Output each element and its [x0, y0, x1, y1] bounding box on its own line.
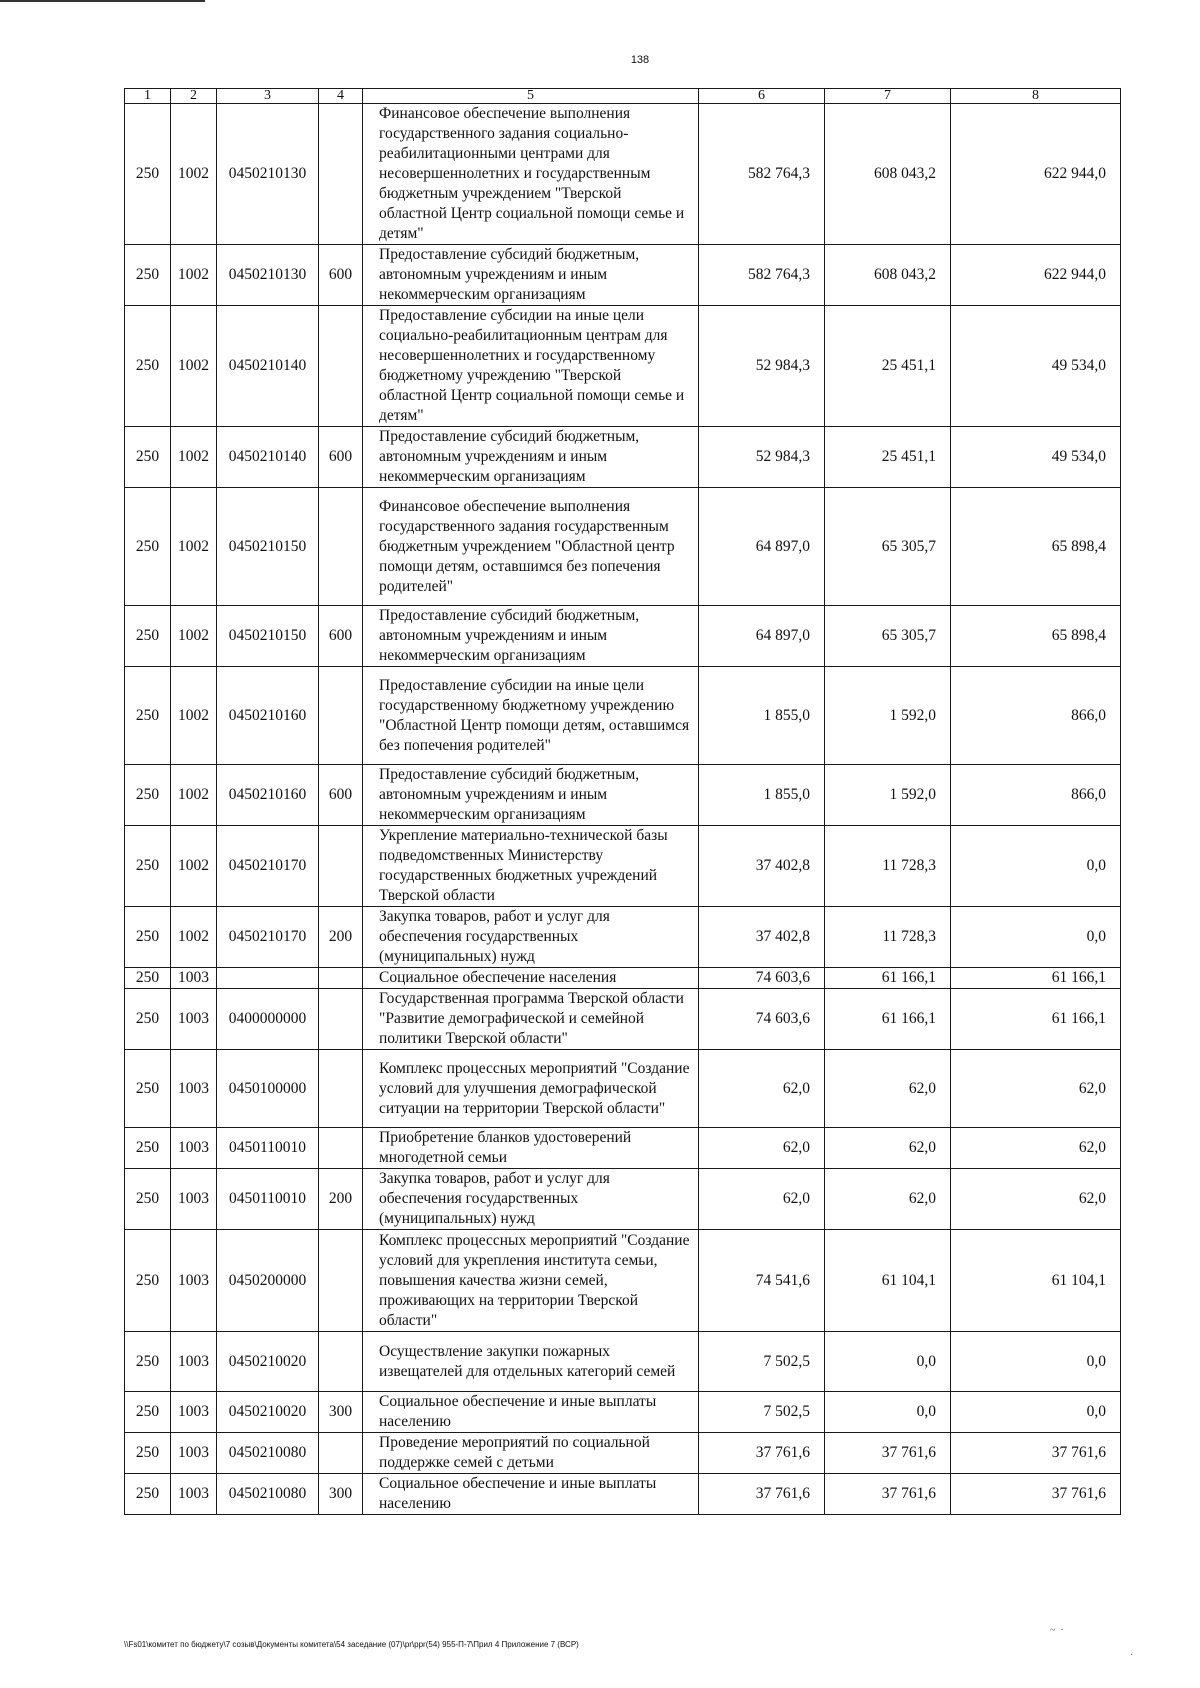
cell-col3: [217, 968, 319, 989]
cell-description: Осуществление закупки пожарных извещателей для отдельных категорий семей: [363, 1332, 699, 1392]
cell-description: Закупка товаров, работ и услуг для обеспечения государственных (муниципальных) нужд: [363, 1169, 699, 1230]
cell-col3: 0450210160: [217, 667, 319, 765]
cell-col1: 250: [125, 306, 171, 427]
table-row: [125, 1392, 1121, 1433]
cell-col2: 1002: [171, 606, 217, 667]
cell-amount-col8: 62,0: [951, 1169, 1121, 1230]
scan-mark: ~ ·: [1050, 1625, 1064, 1636]
cell-col2: 1002: [171, 104, 217, 245]
cell-amount-col7: 65 305,7: [825, 488, 951, 606]
cell-col3: 0450210080: [217, 1474, 319, 1515]
cell-amount-col6: 62,0: [699, 1050, 825, 1128]
cell-amount-col8: 61 166,1: [951, 968, 1121, 989]
cell-description: Проведение мероприятий по социальной поддержке семей с детьми: [363, 1433, 699, 1474]
cell-amount-col6: 52 984,3: [699, 427, 825, 488]
table-row: [125, 1050, 1121, 1128]
cell-description: Комплекс процессных мероприятий "Создание условий для улучшения демографической ситуации на территории Тверской области": [363, 1050, 699, 1128]
cell-amount-col8: 62,0: [951, 1050, 1121, 1128]
table-body: [125, 104, 1121, 1515]
cell-amount-col6: 62,0: [699, 1128, 825, 1169]
cell-amount-col7: 0,0: [825, 1332, 951, 1392]
table-row: [125, 968, 1121, 989]
cell-description: Финансовое обеспечение выполнения государственного задания социально-реабилитационными центрами для несовершеннолетних и государственным бюджетным учреждением "Тверской областной Центр социальной помощи семье и детям": [363, 104, 699, 245]
cell-amount-col7: 1 592,0: [825, 765, 951, 826]
cell-amount-col6: 74 603,6: [699, 968, 825, 989]
cell-col3: 0450210140: [217, 427, 319, 488]
cell-amount-col7: 37 761,6: [825, 1433, 951, 1474]
table-row: [125, 1169, 1121, 1230]
cell-amount-col7: 11 728,3: [825, 826, 951, 907]
cell-col1: 250: [125, 968, 171, 989]
cell-col1: 250: [125, 1392, 171, 1433]
cell-amount-col6: 37 761,6: [699, 1474, 825, 1515]
cell-description: Предоставление субсидий бюджетным, автономным учреждениям и иным некоммерческим организациям: [363, 245, 699, 306]
scan-mark: ·: [1130, 1650, 1134, 1661]
table-row: [125, 306, 1121, 427]
cell-col4: 200: [319, 907, 363, 968]
budget-table: [124, 88, 1121, 1515]
cell-col2: 1002: [171, 765, 217, 826]
cell-amount-col6: 74 541,6: [699, 1230, 825, 1332]
cell-description: Комплекс процессных мероприятий "Создание условий для укрепления института семьи, повышения качества жизни семей, проживающих на территории Тверской области": [363, 1230, 699, 1332]
cell-amount-col8: 37 761,6: [951, 1474, 1121, 1515]
cell-col4: [319, 989, 363, 1050]
table-row: [125, 826, 1121, 907]
cell-amount-col6: 7 502,5: [699, 1392, 825, 1433]
cell-amount-col7: 11 728,3: [825, 907, 951, 968]
cell-description: Предоставление субсидии на иные цели социально-реабилитационным центрам для несовершеннолетних и государственному бюджетному учреждению "Тверской областной Центр социальной помощи семье и детям": [363, 306, 699, 427]
cell-col3: 0450210020: [217, 1392, 319, 1433]
cell-col3: 0450210150: [217, 606, 319, 667]
table-row: [125, 765, 1121, 826]
column-number: 3: [217, 89, 319, 104]
column-number-row: [125, 89, 1121, 104]
cell-col4: [319, 1230, 363, 1332]
cell-col1: 250: [125, 1128, 171, 1169]
table-row: [125, 488, 1121, 606]
cell-col2: 1002: [171, 488, 217, 606]
cell-amount-col7: 61 104,1: [825, 1230, 951, 1332]
cell-col2: 1003: [171, 1392, 217, 1433]
cell-col2: 1002: [171, 907, 217, 968]
table-row: [125, 1474, 1121, 1515]
cell-amount-col8: 622 944,0: [951, 104, 1121, 245]
cell-amount-col8: 0,0: [951, 1392, 1121, 1433]
table-row: [125, 245, 1121, 306]
cell-col4: [319, 1433, 363, 1474]
table-row: [125, 606, 1121, 667]
column-number: 4: [319, 89, 363, 104]
table-row: [125, 1230, 1121, 1332]
cell-col3: 0450210160: [217, 765, 319, 826]
cell-col1: 250: [125, 1169, 171, 1230]
cell-amount-col8: 61 166,1: [951, 989, 1121, 1050]
cell-col1: 250: [125, 765, 171, 826]
cell-col1: 250: [125, 907, 171, 968]
table-row: [125, 667, 1121, 765]
cell-col1: 250: [125, 1332, 171, 1392]
cell-amount-col8: 65 898,4: [951, 606, 1121, 667]
cell-description: Социальное обеспечение и иные выплаты населению: [363, 1392, 699, 1433]
cell-description: Предоставление субсидии на иные цели государственному бюджетному учреждению "Областной Центр помощи детям, оставшимся без попечения родителей": [363, 667, 699, 765]
cell-col1: 250: [125, 488, 171, 606]
table-row: [125, 1128, 1121, 1169]
cell-col2: 1002: [171, 245, 217, 306]
table-row: [125, 104, 1121, 245]
cell-amount-col7: 61 166,1: [825, 989, 951, 1050]
cell-description: Предоставление субсидий бюджетным, автономным учреждениям и иным некоммерческим организациям: [363, 427, 699, 488]
cell-amount-col8: 0,0: [951, 907, 1121, 968]
cell-col3: 0450210150: [217, 488, 319, 606]
cell-amount-col8: 866,0: [951, 667, 1121, 765]
cell-col2: 1002: [171, 306, 217, 427]
cell-amount-col7: 25 451,1: [825, 306, 951, 427]
cell-col4: [319, 968, 363, 989]
cell-col3: 0400000000: [217, 989, 319, 1050]
cell-col3: 0450210170: [217, 826, 319, 907]
cell-col3: 0450210020: [217, 1332, 319, 1392]
column-number: 2: [171, 89, 217, 104]
cell-col2: 1003: [171, 1332, 217, 1392]
cell-amount-col8: 0,0: [951, 1332, 1121, 1392]
cell-amount-col8: 866,0: [951, 765, 1121, 826]
cell-col4: [319, 488, 363, 606]
cell-amount-col8: 49 534,0: [951, 306, 1121, 427]
table-row: [125, 1332, 1121, 1392]
cell-col2: 1003: [171, 989, 217, 1050]
cell-amount-col7: 608 043,2: [825, 104, 951, 245]
column-number: 8: [951, 89, 1121, 104]
cell-col4: 600: [319, 245, 363, 306]
cell-col3: 0450210130: [217, 104, 319, 245]
cell-description: Социальное обеспечение населения: [363, 968, 699, 989]
cell-col3: 0450110010: [217, 1128, 319, 1169]
cell-col1: 250: [125, 245, 171, 306]
cell-amount-col6: 37 402,8: [699, 826, 825, 907]
cell-amount-col7: 1 592,0: [825, 667, 951, 765]
cell-col4: [319, 1050, 363, 1128]
cell-col2: 1003: [171, 1474, 217, 1515]
cell-col3: 0450110010: [217, 1169, 319, 1230]
column-number: 5: [363, 89, 699, 104]
cell-col2: 1003: [171, 1050, 217, 1128]
page-number: 138: [630, 54, 650, 66]
cell-col3: 0450210080: [217, 1433, 319, 1474]
cell-col2: 1002: [171, 667, 217, 765]
cell-col3: 0450200000: [217, 1230, 319, 1332]
cell-amount-col7: 25 451,1: [825, 427, 951, 488]
cell-amount-col7: 62,0: [825, 1128, 951, 1169]
cell-col4: 600: [319, 765, 363, 826]
cell-amount-col7: 62,0: [825, 1169, 951, 1230]
cell-description: Финансовое обеспечение выполнения государственного задания государственным бюджетным учреждением "Областной центр помощи детям, оставшимся без попечения родителей": [363, 488, 699, 606]
cell-amount-col8: 61 104,1: [951, 1230, 1121, 1332]
cell-col2: 1002: [171, 826, 217, 907]
cell-amount-col6: 1 855,0: [699, 765, 825, 826]
cell-col3: 0450100000: [217, 1050, 319, 1128]
cell-amount-col8: 0,0: [951, 826, 1121, 907]
cell-col1: 250: [125, 1230, 171, 1332]
cell-description: Укрепление материально-технической базы подведомственных Министерству государственных бюджетных учреждений Тверской области: [363, 826, 699, 907]
cell-col1: 250: [125, 826, 171, 907]
cell-amount-col6: 582 764,3: [699, 104, 825, 245]
cell-amount-col7: 0,0: [825, 1392, 951, 1433]
cell-col1: 250: [125, 667, 171, 765]
cell-col1: 250: [125, 104, 171, 245]
cell-amount-col6: 37 402,8: [699, 907, 825, 968]
cell-col1: 250: [125, 1474, 171, 1515]
cell-description: Приобретение бланков удостоверений многодетной семьи: [363, 1128, 699, 1169]
cell-amount-col6: 64 897,0: [699, 488, 825, 606]
cell-col1: 250: [125, 1050, 171, 1128]
cell-amount-col6: 62,0: [699, 1169, 825, 1230]
cell-amount-col6: 582 764,3: [699, 245, 825, 306]
table-row: [125, 989, 1121, 1050]
cell-amount-col7: 37 761,6: [825, 1474, 951, 1515]
cell-amount-col6: 64 897,0: [699, 606, 825, 667]
cell-col2: 1003: [171, 1433, 217, 1474]
cell-amount-col6: 52 984,3: [699, 306, 825, 427]
column-number: 7: [825, 89, 951, 104]
cell-description: Закупка товаров, работ и услуг для обеспечения государственных (муниципальных) нужд: [363, 907, 699, 968]
table-row: [125, 907, 1121, 968]
cell-col4: [319, 667, 363, 765]
cell-col1: 250: [125, 989, 171, 1050]
cell-amount-col8: 62,0: [951, 1128, 1121, 1169]
cell-description: Предоставление субсидий бюджетным, автономным учреждениям и иным некоммерческим организациям: [363, 765, 699, 826]
cell-col2: 1003: [171, 1128, 217, 1169]
cell-col2: 1003: [171, 1230, 217, 1332]
cell-amount-col7: 62,0: [825, 1050, 951, 1128]
cell-amount-col7: 61 166,1: [825, 968, 951, 989]
cell-col4: 600: [319, 606, 363, 667]
column-number: 1: [125, 89, 171, 104]
column-number: 6: [699, 89, 825, 104]
cell-amount-col8: 622 944,0: [951, 245, 1121, 306]
cell-amount-col7: 65 305,7: [825, 606, 951, 667]
cell-col4: 200: [319, 1169, 363, 1230]
cell-col1: 250: [125, 427, 171, 488]
cell-col2: 1003: [171, 1169, 217, 1230]
table-row: [125, 427, 1121, 488]
cell-col4: 300: [319, 1392, 363, 1433]
cell-amount-col6: 74 603,6: [699, 989, 825, 1050]
cell-description: Социальное обеспечение и иные выплаты населению: [363, 1474, 699, 1515]
cell-col2: 1003: [171, 968, 217, 989]
cell-col4: [319, 306, 363, 427]
cell-description: Государственная программа Тверской области "Развитие демографической и семейной политики Тверской области": [363, 989, 699, 1050]
cell-col3: 0450210170: [217, 907, 319, 968]
cell-col4: [319, 104, 363, 245]
cell-amount-col8: 65 898,4: [951, 488, 1121, 606]
footer-file-path: \\Fs01\комитет по бюджету\7 созыв\Документы комитета\54 заседание (07)\pr\ppr(54) 955-П-7\Прил 4 Приложение 7 (ВСР): [124, 1640, 579, 1649]
cell-amount-col8: 49 534,0: [951, 427, 1121, 488]
cell-amount-col6: 1 855,0: [699, 667, 825, 765]
cell-col4: [319, 1332, 363, 1392]
cell-col2: 1002: [171, 427, 217, 488]
cell-col1: 250: [125, 606, 171, 667]
cell-col3: 0450210140: [217, 306, 319, 427]
scan-edge-line: [0, 0, 205, 2]
cell-col4: 300: [319, 1474, 363, 1515]
cell-amount-col6: 7 502,5: [699, 1332, 825, 1392]
cell-amount-col7: 608 043,2: [825, 245, 951, 306]
cell-amount-col6: 37 761,6: [699, 1433, 825, 1474]
cell-description: Предоставление субсидий бюджетным, автономным учреждениям и иным некоммерческим организациям: [363, 606, 699, 667]
cell-col3: 0450210130: [217, 245, 319, 306]
table-row: [125, 1433, 1121, 1474]
cell-amount-col8: 37 761,6: [951, 1433, 1121, 1474]
cell-col4: 600: [319, 427, 363, 488]
cell-col1: 250: [125, 1433, 171, 1474]
cell-col4: [319, 826, 363, 907]
cell-col4: [319, 1128, 363, 1169]
